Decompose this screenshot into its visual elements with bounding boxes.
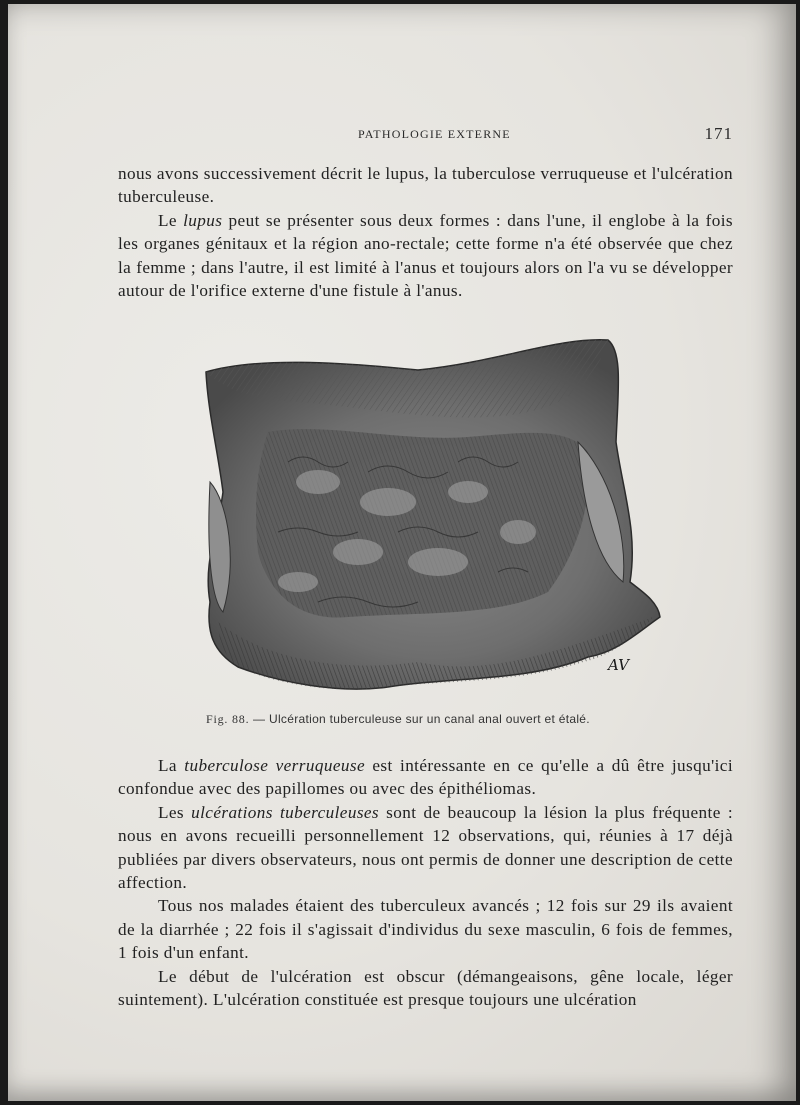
caption-label: Fig. 88. [206,712,250,726]
running-head: PATHOLOGIE EXTERNE [358,127,511,141]
text-block-top [118,162,733,302]
paragraph-prefix: Les [158,802,192,822]
paragraph-text: peut se présenter sous deux formes : dans l'une, il englobe à la fois les organes génitaux et la région ano-rectale; cette forme n'a été observée que chez la femme ; dans l'autre, il est limité à l'anus et toujours alors on l'a vu se développer autour de l'orifice externe d'une fistule à l'anus. [118,210,734,301]
page-header [118,124,733,148]
italic-term: ulcérations tuberculeuses [191,802,380,822]
paragraph-text: nous avons successivement décrit le lupus, la tuberculose verruqueuse et l'ulcération tuberculeuse. [118,164,733,207]
book-page [8,4,796,1101]
engraving-illustration [198,332,668,702]
figure-caption [206,712,666,727]
paragraph-prefix: Le [158,210,184,230]
engraver-signature: AV [608,656,629,674]
paragraph-text: est intéressante en ce qu'elle a dû être jusqu'ici confondue avec des papillomes ou avec des épithéliomas. [118,756,733,799]
paragraph-text: sont de beaucoup la lésion la plus fréquente : nous en avons recueilli personnellement 12 observations, qui, réunies à 17 déjà publiées par divers observateurs, nous ont permis de donner une description de cette affection. [118,802,734,893]
paragraph-ulcerations [118,801,733,895]
page-number: 171 [704,124,733,143]
paragraph-prefix: La [158,756,185,775]
text-block-bottom [118,754,733,1011]
italic-term: lupus [183,210,223,230]
paragraph-verruqueuse [118,754,733,801]
figure-illustration [198,332,668,702]
paragraph-text: Tous nos malades étaient des tuberculeux avancés ; 12 fois sur 29 ils avaient de la diarrhée ; 22 fois il s'agissait d'individus du sexe masculin, 6 fois de femmes, 1 fois d'un enfant. [118,896,733,963]
paragraph [118,162,733,209]
paragraph-lupus [118,209,733,303]
italic-term: tuberculose verruqueuse [184,756,365,775]
paragraph-debut [118,965,733,1012]
paragraph-malades [118,894,733,964]
caption-text: — Ulcération tuberculeuse sur un canal anal ouvert et étalé. [249,712,590,726]
paragraph-text: Le début de l'ulcération est obscur (démangeaisons, gêne locale, léger suintement). L'ulcération constituée est presque toujours une ulcération [118,966,733,1010]
